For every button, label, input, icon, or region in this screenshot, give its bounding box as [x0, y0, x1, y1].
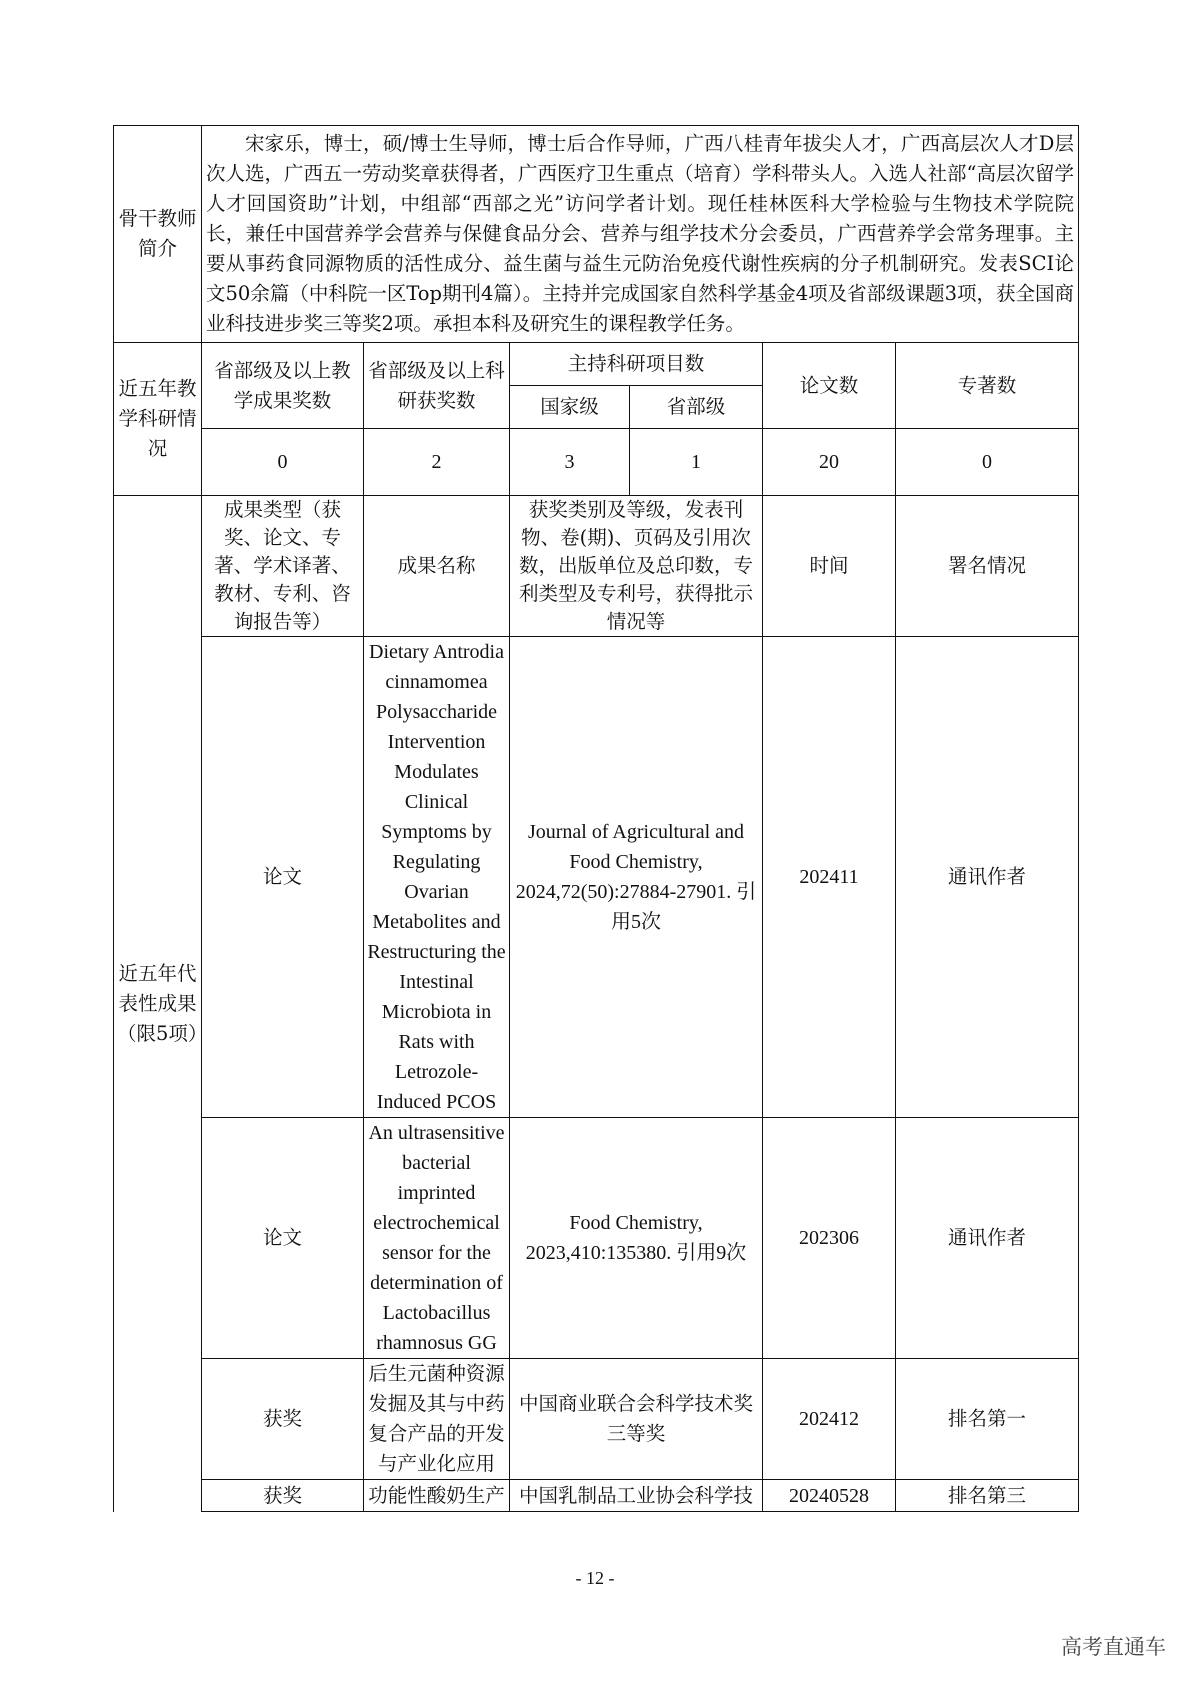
stats-value: 0: [202, 429, 364, 496]
achievement-time: 202412: [763, 1359, 896, 1480]
achievement-time: 202306: [763, 1118, 896, 1359]
achievement-detail: Food Chemistry, 2023,410:135380. 引用9次: [510, 1118, 763, 1359]
stats-label: 近五年教学科研情况: [114, 343, 202, 496]
achievement-detail: Journal of Agricultural and Food Chemistry, 2024,72(50):27884-27901. 引用5次: [510, 637, 763, 1118]
achievement-author: 通讯作者: [896, 637, 1079, 1118]
stats-value: 2: [364, 429, 510, 496]
stats-values-row: [114, 429, 1079, 496]
stats-header-row: [114, 343, 1079, 386]
achievement-time: 20240528: [763, 1480, 896, 1512]
stats-value: 20: [763, 429, 896, 496]
form-table: [113, 125, 1079, 1512]
table-row: [114, 1118, 1079, 1359]
achievement-type: 论文: [202, 637, 364, 1118]
stats-header-teaching-awards: 省部级及以上教学成果奖数: [202, 343, 364, 429]
table-row: [114, 1480, 1079, 1512]
table-row: [114, 637, 1079, 1118]
achievement-name: 后生元菌种资源发掘及其与中药复合产品的开发与产业化应用: [364, 1359, 510, 1480]
stats-header-projects: 主持科研项目数: [510, 343, 763, 386]
profile-text: 宋家乐，博士，硕/博士生导师，博士后合作导师，广西八桂青年拔尖人才，广西高层次人才D层次人选，广西五一劳动奖章获得者，广西医疗卫生重点（培育）学科带头人。入选人社部“高层次留学人才回国资助”计划，中组部“西部之光”访问学者计划。现任桂林医科大学检验与生物技术学院院长，兼任中国营养学会营养与保健食品分会、营养与组学技术分会委员，广西营养学会常务理事。主要从事药食同源物质的活性成分、益生菌与益生元防治免疫代谢性疾病的分子机制研究。发表SCI论文50余篇（中科院一区Top期刊4篇）。主持并完成国家自然科学基金4项及省部级课题3项，获全国商业科技进步奖三等奖2项。承担本科及研究生的课程教学任务。: [202, 126, 1079, 343]
achievement-name: Dietary Antrodia cinnamomea Polysaccharide Intervention Modulates Clinical Symptoms by Regulating Ovarian Metabolites and Restructuring the Intestinal Microbiota in Rats with Letrozole-Induced PCOS: [364, 637, 510, 1118]
watermark: 高考直通车: [1061, 1635, 1166, 1659]
page-number: - 12 -: [575, 1568, 615, 1588]
achievement-type: 获奖: [202, 1480, 364, 1512]
table-row: [114, 1359, 1079, 1480]
stats-header-monographs: 专著数: [896, 343, 1079, 429]
stats-value: 3: [510, 429, 630, 496]
achievement-type: 获奖: [202, 1359, 364, 1480]
achievement-author: 通讯作者: [896, 1118, 1079, 1359]
achievements-header-type: 成果类型（获奖、论文、专著、学术译著、教材、专利、咨询报告等）: [202, 496, 364, 637]
achievements-label: 近五年代表性成果（限5项）: [114, 496, 202, 1512]
achievement-type: 论文: [202, 1118, 364, 1359]
achievement-time: 202411: [763, 637, 896, 1118]
profile-label: 骨干教师简介: [114, 126, 202, 343]
profile-row: [114, 126, 1079, 343]
achievement-author: 排名第三: [896, 1480, 1079, 1512]
stats-value: 1: [630, 429, 763, 496]
achievement-name: 功能性酸奶生产: [364, 1480, 510, 1512]
stats-header-papers: 论文数: [763, 343, 896, 429]
achievement-detail: 中国商业联合会科学技术奖三等奖: [510, 1359, 763, 1480]
stats-header-national: 国家级: [510, 386, 630, 429]
stats-value: 0: [896, 429, 1079, 496]
stats-header-research-awards: 省部级及以上科研获奖数: [364, 343, 510, 429]
achievements-header-author: 署名情况: [896, 496, 1079, 637]
achievements-header-time: 时间: [763, 496, 896, 637]
achievements-header-row: [114, 496, 1079, 637]
achievements-header-name: 成果名称: [364, 496, 510, 637]
achievements-header-detail: 获奖类别及等级，发表刊物、卷(期)、页码及引用次数，出版单位及总印数，专利类型及专利号，获得批示情况等: [510, 496, 763, 637]
stats-header-provincial: 省部级: [630, 386, 763, 429]
achievement-author: 排名第一: [896, 1359, 1079, 1480]
achievement-name: An ultrasensitive bacterial imprinted electrochemical sensor for the determination of Lactobacillus rhamnosus GG: [364, 1118, 510, 1359]
achievement-detail: 中国乳制品工业协会科学技: [510, 1480, 763, 1512]
